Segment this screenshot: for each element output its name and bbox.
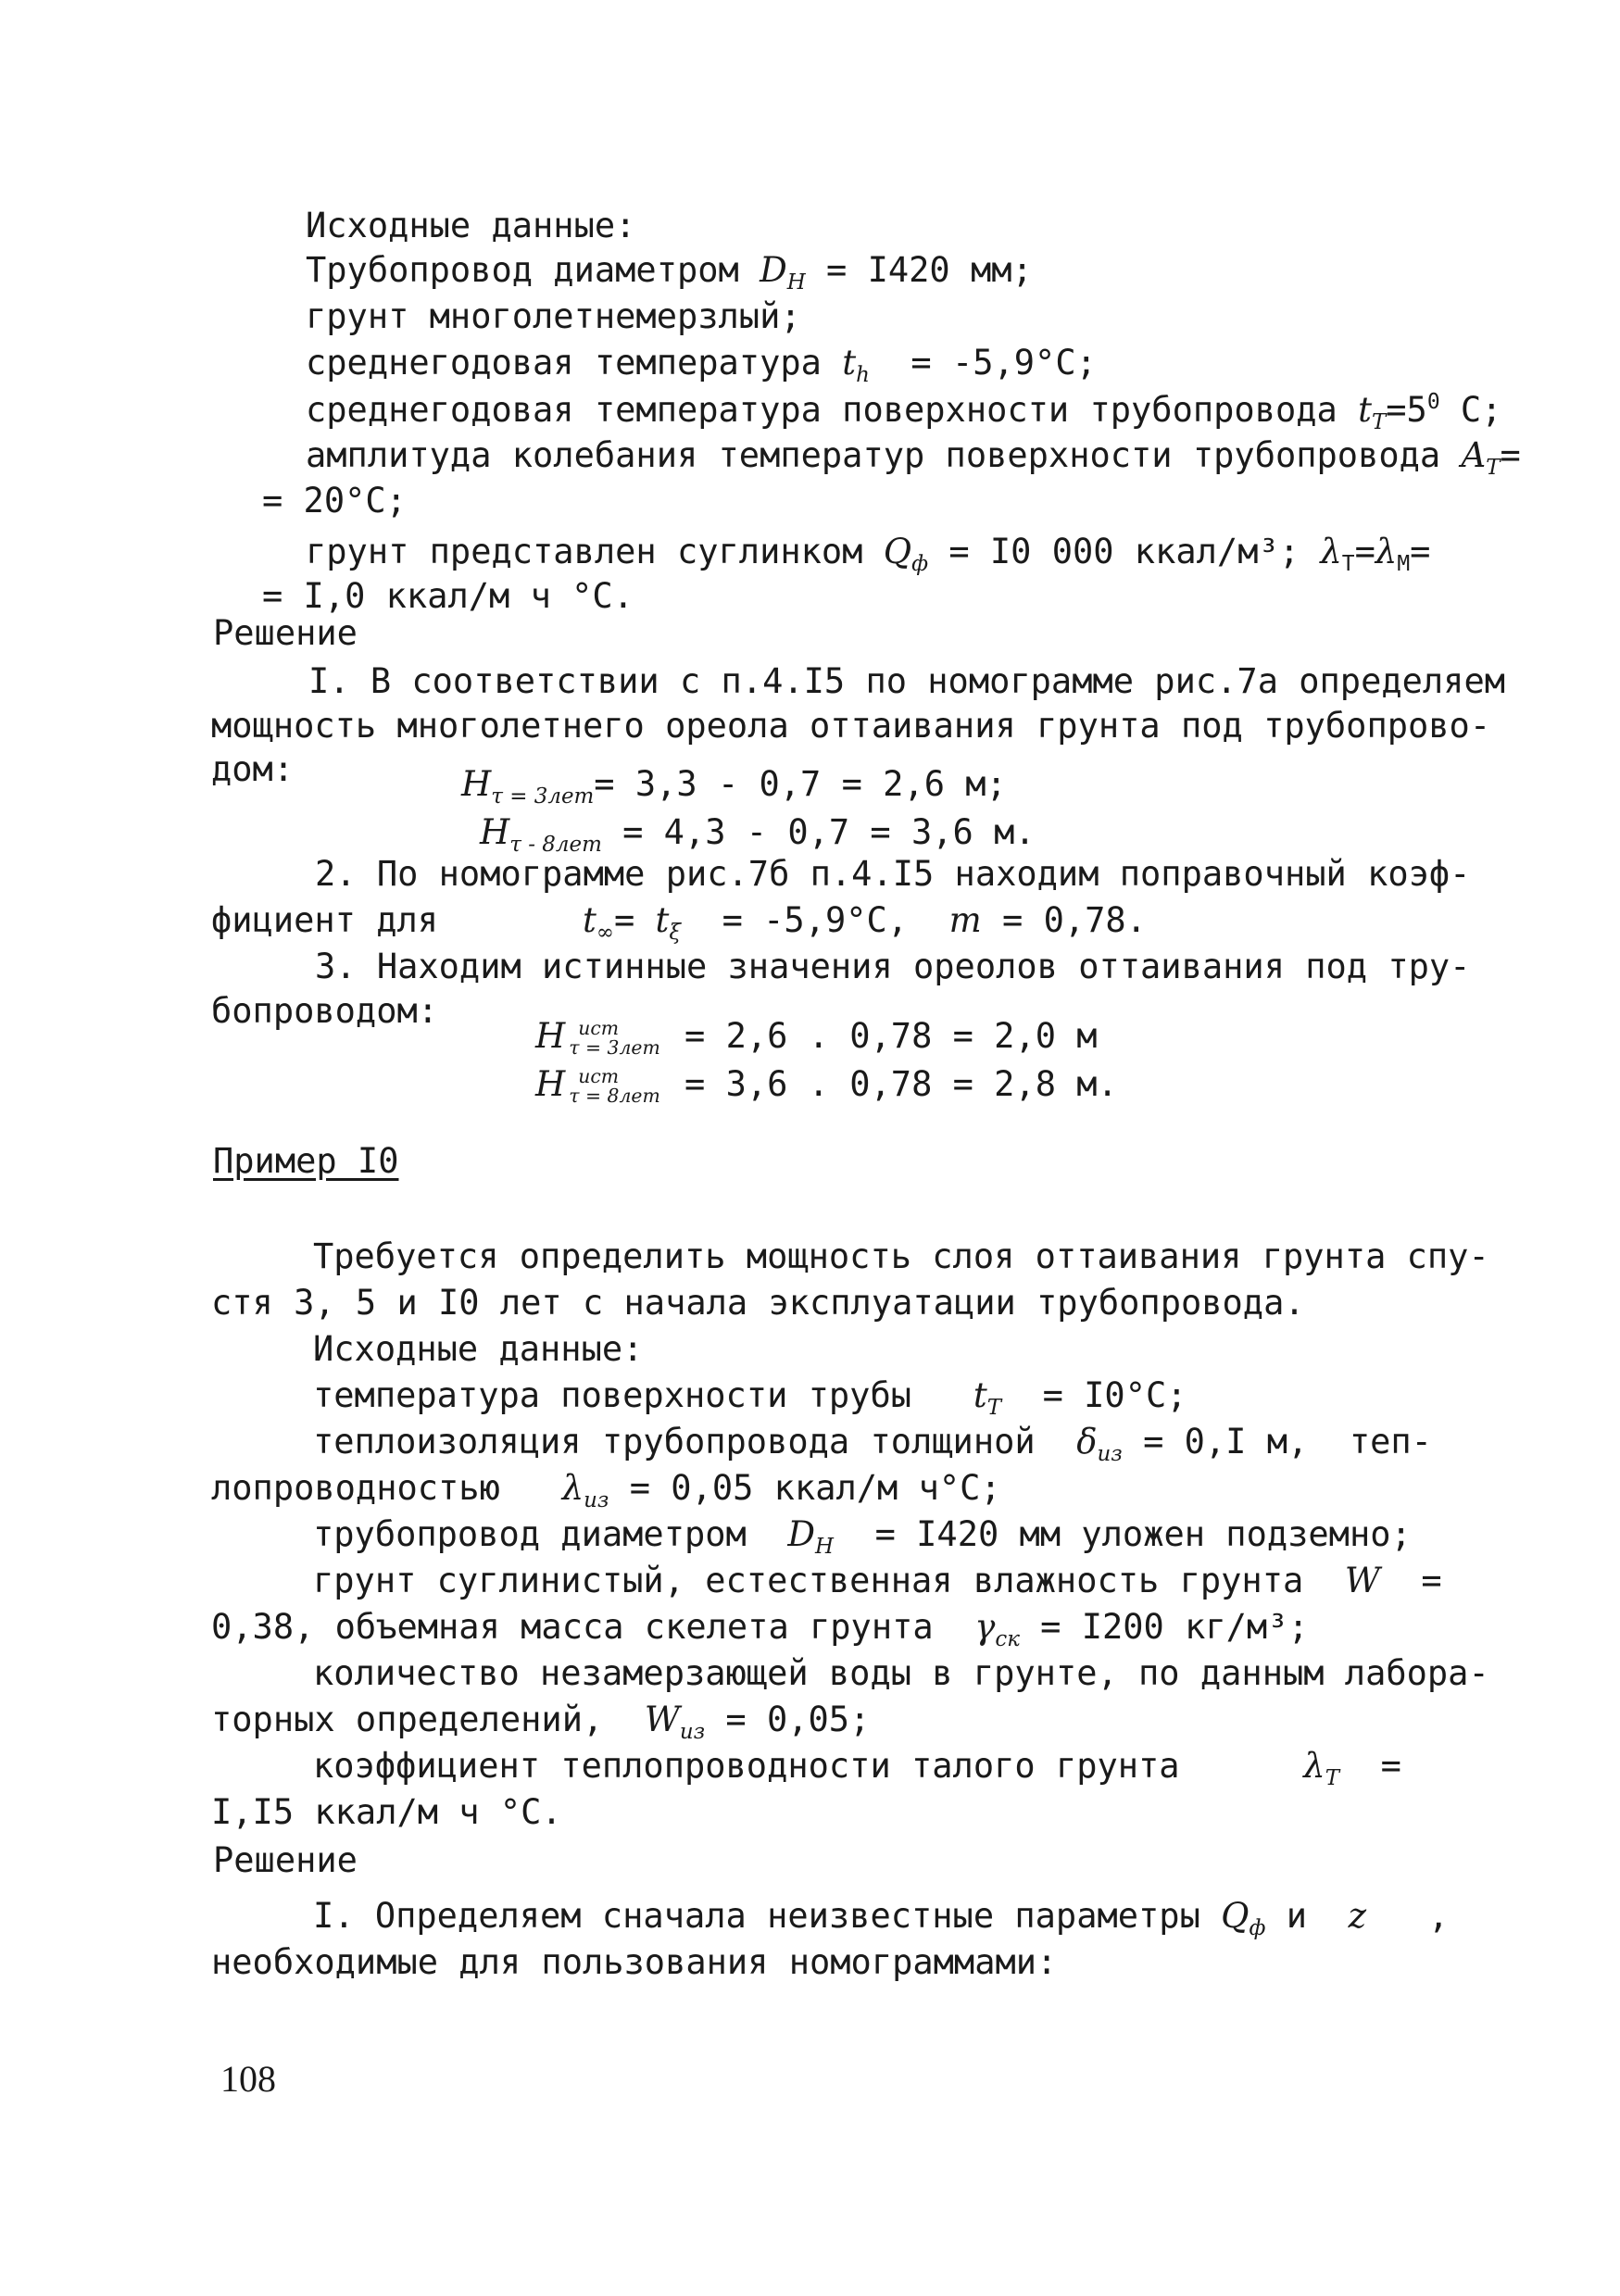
paragraph-line xyxy=(315,949,1470,984)
text: = 2,6 . 0,78 = 2,0 м xyxy=(684,1016,1098,1056)
example-title xyxy=(213,1141,399,1181)
subscript: ∞ xyxy=(596,921,614,946)
symbol: Q xyxy=(883,532,912,571)
text: = xyxy=(1380,1746,1401,1786)
text: I. Определяем сначала неизвестные параметры xyxy=(313,1896,1200,1936)
subscript: ф xyxy=(1249,1916,1266,1941)
text: теп- xyxy=(1349,1422,1432,1462)
subscript: из xyxy=(584,1488,609,1513)
symbol: D xyxy=(787,1514,816,1554)
subscript: τ - 8лет xyxy=(509,833,602,858)
text: Исходные данные: xyxy=(306,206,636,245)
text: 2. По номограмме рис.7б п.4.I5 находим поправочный коэф- xyxy=(315,854,1471,894)
text: = 0,78. xyxy=(1002,900,1147,940)
paragraph-line xyxy=(313,1375,1187,1421)
text: стя 3, 5 и I0 лет с начала эксплуатации трубопровода. xyxy=(211,1283,1305,1323)
text: = I,0 ккал/м ч °C. xyxy=(262,576,634,616)
text: = -5,9°C; xyxy=(910,343,1097,383)
avg-temp-line xyxy=(306,345,1097,386)
subscript: из xyxy=(1097,1442,1123,1467)
paragraph-line xyxy=(211,1283,1305,1323)
text: Решение xyxy=(213,1840,358,1880)
symbol: t xyxy=(582,900,597,940)
symbol: Q xyxy=(1221,1896,1250,1936)
superscript: ист xyxy=(578,1065,620,1088)
text: Исходные данные: xyxy=(313,1329,644,1369)
amplitude-line xyxy=(306,435,1521,481)
paragraph-line xyxy=(211,1468,1001,1513)
text: = xyxy=(1500,435,1521,475)
formula-line xyxy=(480,812,1036,858)
text: Трубопровод диаметром xyxy=(306,250,739,290)
text: трубопровод диаметром xyxy=(313,1514,747,1554)
subscript: T xyxy=(986,1396,1002,1421)
formula-line xyxy=(535,1016,1098,1059)
paragraph-line xyxy=(313,1514,1412,1560)
text: C; xyxy=(1460,389,1502,430)
text: Требуется определить мощность слоя оттаивания грунта спу- xyxy=(313,1236,1489,1276)
text: = 3,6 . 0,78 = 2,8 м. xyxy=(684,1064,1118,1104)
text: 3. Находим истинные значения ореолов оттаивания под тру- xyxy=(315,947,1471,986)
paragraph-line xyxy=(211,1702,870,1743)
text: = I0 000 ккал/м³; xyxy=(948,532,1300,571)
symbol: A xyxy=(1461,435,1487,475)
text: = I0°C; xyxy=(1042,1375,1187,1415)
symbol: λ xyxy=(561,1468,584,1508)
paragraph-line xyxy=(313,1329,644,1369)
amplitude-value-line xyxy=(262,481,407,521)
text: грунт многолетнемерзлый; xyxy=(306,296,801,336)
text: I,I5 ккал/м ч °C. xyxy=(211,1792,562,1832)
text: температура поверхности трубы xyxy=(313,1375,912,1415)
text: грунт представлен суглинком xyxy=(306,532,863,571)
initial-data-heading xyxy=(306,208,635,243)
symbol: λ xyxy=(1375,532,1398,571)
symbol: H xyxy=(461,764,492,804)
symbol: H xyxy=(535,1064,566,1104)
text: Пример I0 xyxy=(213,1141,399,1181)
symbol: λ xyxy=(1303,1746,1325,1786)
text: = xyxy=(1421,1561,1442,1600)
text: теплоизоляция трубопровода толщиной xyxy=(313,1422,1036,1462)
subscript: T xyxy=(1341,552,1355,577)
subscript: H xyxy=(786,270,806,295)
solution-heading xyxy=(213,1840,358,1880)
text: = 0,05 ккал/м ч°C; xyxy=(629,1468,1001,1508)
text: бопроводом: xyxy=(211,991,439,1031)
text: = 3,3 - 0,7 = 2,6 м; xyxy=(594,764,1007,804)
subscript: T xyxy=(1371,409,1387,434)
text: грунт суглинистый, естественная влажность грунта xyxy=(313,1561,1304,1600)
text: = 4,3 - 0,7 = 3,6 м. xyxy=(622,812,1036,852)
text: I. В соответствии с п.4.I5 по номограмме рис.7а определяем xyxy=(308,661,1506,701)
paragraph-line xyxy=(211,1607,1309,1652)
paragraph-line xyxy=(211,991,439,1031)
text: среднегодовая температура xyxy=(306,343,822,383)
text: 108 xyxy=(220,2058,276,2100)
symbol: z xyxy=(1348,1896,1367,1936)
soil-params-line xyxy=(306,534,1430,575)
text: = -5,9°C, xyxy=(722,900,909,940)
symbol: λ xyxy=(1320,532,1342,571)
text: мощность многолетнего ореола оттаивания грунта под трубопрово- xyxy=(211,706,1491,746)
paragraph-line xyxy=(313,1746,1401,1791)
solution-heading xyxy=(213,613,358,653)
text: = 20°C; xyxy=(262,481,407,521)
soil-line xyxy=(306,296,801,336)
text: =5 xyxy=(1386,389,1427,430)
subscript: h xyxy=(856,363,870,388)
text: и xyxy=(1286,1896,1308,1936)
text: необходимые для пользования номограммами: xyxy=(211,1942,1058,1982)
text: торных определений, xyxy=(211,1700,604,1739)
paragraph-line xyxy=(315,854,1471,894)
subscript: ф xyxy=(911,552,929,577)
subscript: τ = 3лет xyxy=(491,784,595,809)
text: = I420 мм уложен подземно; xyxy=(874,1514,1412,1554)
text: фициент для xyxy=(211,900,439,940)
symbol: m xyxy=(948,900,982,940)
paragraph-line xyxy=(313,1653,1489,1693)
text: Решение xyxy=(213,613,358,653)
text: = xyxy=(613,900,635,940)
subscript: ξ xyxy=(669,921,682,946)
superscript: 0 xyxy=(1426,390,1440,414)
text: = I200 кг/м³; xyxy=(1040,1607,1309,1647)
subscript: ск xyxy=(995,1627,1020,1652)
symbol: t xyxy=(842,343,857,383)
superscript: ист xyxy=(578,1017,620,1040)
symbol: W xyxy=(1344,1561,1380,1600)
symbol: t xyxy=(655,900,670,940)
index-stack xyxy=(569,1067,659,1105)
subscript: из xyxy=(679,1720,706,1745)
text: = 0,I м, xyxy=(1143,1422,1309,1462)
subscript: H xyxy=(815,1535,835,1560)
text: , xyxy=(1427,1896,1450,1936)
text: количество незамерзающей воды в грунте, по данным лабора- xyxy=(313,1653,1489,1693)
paragraph-line xyxy=(211,749,295,789)
text: среднегодовая температура поверхности трубопровода xyxy=(306,389,1337,430)
page-number xyxy=(220,2058,276,2100)
symbol: δ xyxy=(1076,1422,1098,1462)
subscript: T xyxy=(1325,1766,1340,1791)
paragraph-line xyxy=(211,900,1147,946)
symbol: D xyxy=(760,250,787,290)
conductivity-line xyxy=(262,576,634,616)
subscript: τ = 3лет xyxy=(569,1035,660,1059)
text: 0,38, объемная масса скелета грунта xyxy=(211,1607,934,1647)
text: дом: xyxy=(211,749,295,789)
text: = I420 мм; xyxy=(826,250,1033,290)
symbol: γ xyxy=(974,1607,996,1647)
paragraph-line xyxy=(313,1236,1489,1276)
text: коэффициент теплопроводности талого грунта xyxy=(313,1746,1180,1786)
symbol: t xyxy=(1358,389,1372,430)
symbol: t xyxy=(973,1375,987,1415)
text: = 0,05; xyxy=(725,1700,871,1739)
symbol: H xyxy=(535,1016,566,1056)
paragraph-line xyxy=(211,1942,1058,1982)
text: = xyxy=(1410,532,1431,571)
surface-temp-line xyxy=(306,389,1502,434)
subscript: T xyxy=(1486,456,1501,481)
paragraph-line xyxy=(211,706,1491,746)
paragraph-line xyxy=(313,1424,1432,1465)
subscript: M xyxy=(1397,552,1411,577)
formula-line xyxy=(461,764,1007,809)
paragraph-line xyxy=(211,1792,562,1832)
subscript: τ = 8лет xyxy=(569,1084,660,1107)
formula-line xyxy=(535,1064,1118,1107)
symbol: H xyxy=(480,812,510,852)
text: амплитуда колебания температур поверхности трубопровода xyxy=(306,435,1441,475)
paragraph-line xyxy=(313,1896,1450,1941)
pipe-diameter-line xyxy=(306,250,1033,295)
index-stack xyxy=(569,1019,659,1057)
symbol: W xyxy=(644,1700,680,1739)
paragraph-line xyxy=(313,1563,1442,1598)
text: = xyxy=(1354,532,1375,571)
paragraph-line xyxy=(308,661,1506,701)
text: лопроводностью xyxy=(211,1468,500,1508)
